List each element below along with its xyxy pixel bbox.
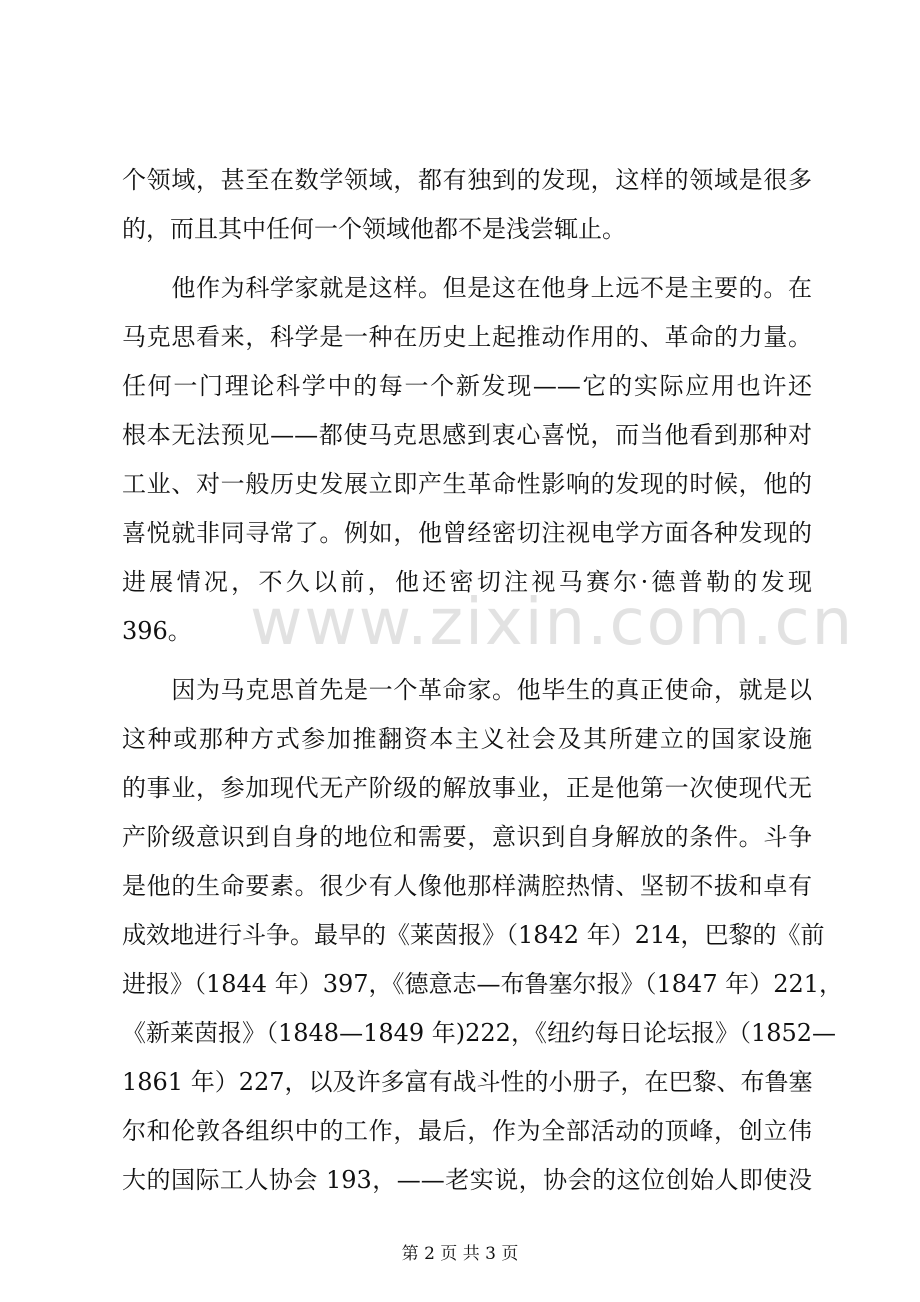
text-line: 马克思看来，科学是一种在历史上起推动作用的、革命的力量。: [122, 323, 812, 351]
text-line: 进展情况，不久以前，他还密切注视马赛尔·德普勒的发现: [122, 568, 812, 596]
text-line: 的，而且其中任何一个领域他都不是浅尝辄止。: [122, 215, 626, 243]
watermark: www.zixin.com.cn: [250, 586, 855, 660]
text-line: 的事业，参加现代无产阶级的解放事业，正是他第一次使现代无: [122, 774, 812, 802]
text-line: 因为马克思首先是一个革命家。他毕生的真正使命，就是以: [122, 676, 812, 704]
text-line: 个领域，甚至在数学领域，都有独到的发现，这样的领域是很多: [122, 166, 812, 194]
text-line: 大的国际工人协会 193，——老实说，协会的这位创始人即使没: [122, 1166, 812, 1194]
text-line: 成效地进行斗争。最早的《莱茵报》（1842 年）214，巴黎的《前: [122, 921, 825, 949]
text-line: 产阶级意识到自身的地位和需要，意识到自身解放的条件。斗争: [122, 823, 812, 851]
text-line: 任何一门理论科学中的每一个新发现——它的实际应用也许还: [122, 372, 812, 400]
text-line: 工业、对一般历史发展立即产生革命性影响的发现的时候，他的: [122, 470, 812, 498]
text-line: 喜悦就非同寻常了。例如，他曾经密切注视电学方面各种发现的: [122, 519, 812, 547]
text-line: 是他的生命要素。很少有人像他那样满腔热情、坚韧不拔和卓有: [122, 872, 812, 900]
page-footer: 第 2 页 共 3 页: [401, 1244, 519, 1264]
text-line: 1861 年）227，以及许多富有战斗性的小册子，在巴黎、布鲁塞: [122, 1068, 813, 1096]
text-line: 他作为科学家就是这样。但是这在他身上远不是主要的。在: [122, 274, 812, 302]
text-line: 396。: [122, 617, 192, 645]
text-line: 《新莱茵报》（1848—1849 年)222，《纽约每日论坛报》（1852—: [122, 1019, 837, 1047]
text-line: 根本无法预见——都使马克思感到衷心喜悦，而当他看到那种对: [122, 421, 812, 449]
text-line: 这种或那种方式参加推翻资本主义社会及其所建立的国家设施: [122, 725, 812, 753]
text-line: 尔和伦敦各组织中的工作，最后，作为全部活动的顶峰，创立伟: [122, 1117, 812, 1145]
text-line: 进报》（1844 年）397，《德意志—布鲁塞尔报》（1847 年）221，: [122, 970, 844, 998]
